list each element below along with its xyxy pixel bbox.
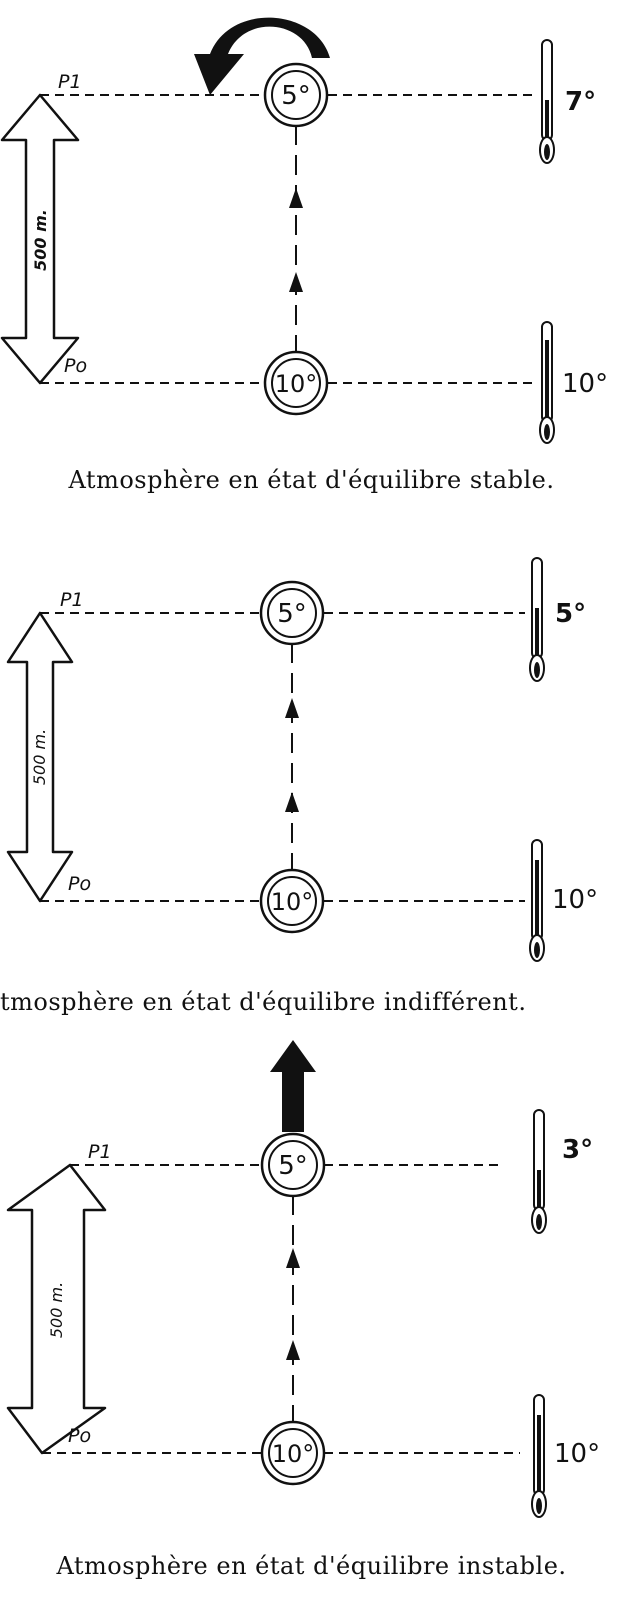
bottom-thermometer-icon [530,840,544,961]
top-parcel-temp: 5° [277,599,307,629]
height-label: 500 m. [31,209,50,271]
diagram-unstable [0,1030,623,1598]
ascent-arrow-icon [286,1248,300,1268]
bottom-env-temp: 10° [552,885,599,915]
bottom-env-temp: 10° [562,369,609,399]
diagram-caption: Atmosphère en état d'équilibre stable. [68,466,555,494]
bottom-level-label: Po [64,355,88,377]
bottom-parcel-temp: 10° [274,370,318,398]
bottom-level-label: Po [68,1425,92,1447]
continue-up-arrow-icon [270,1040,316,1132]
top-level-label: P1 [58,71,82,93]
diagram-stable [0,0,623,530]
top-parcel-temp: 5° [281,81,311,111]
top-env-temp: 3° [562,1135,594,1165]
diagram-caption: Atmosphère en état d'équilibre instable. [56,1552,567,1580]
bottom-thermometer-icon [532,1395,546,1517]
diagram-caption: tmosphère en état d'équilibre indifférent. [0,988,527,1016]
top-thermometer-icon [530,558,544,681]
ascent-arrow-icon [289,272,303,292]
top-env-temp: 7° [565,87,597,117]
top-level-label: P1 [88,1141,112,1163]
bottom-env-temp: 10° [554,1439,601,1469]
top-parcel-temp: 5° [278,1151,308,1181]
ascent-arrow-icon [286,1340,300,1360]
top-thermometer-icon [532,1110,546,1233]
height-label: 500 m. [30,728,49,786]
top-level-label: P1 [60,589,84,611]
top-thermometer-icon [540,40,554,163]
bottom-parcel-temp: 10° [270,888,314,916]
diagram-indifferent-figure [0,530,623,1030]
ascent-arrow-icon [285,698,299,718]
ascent-arrow-icon [285,792,299,812]
height-label: 500 m. [47,1281,66,1339]
bottom-parcel-temp: 10° [271,1440,315,1468]
diagram-unstable-figure [0,1030,623,1598]
diagram-indifferent [0,530,623,1030]
ascent-arrow-icon [289,188,303,208]
bottom-thermometer-icon [540,322,554,443]
diagram-stable-figure [0,0,623,530]
top-env-temp: 5° [555,599,587,629]
bottom-level-label: Po [68,873,92,895]
